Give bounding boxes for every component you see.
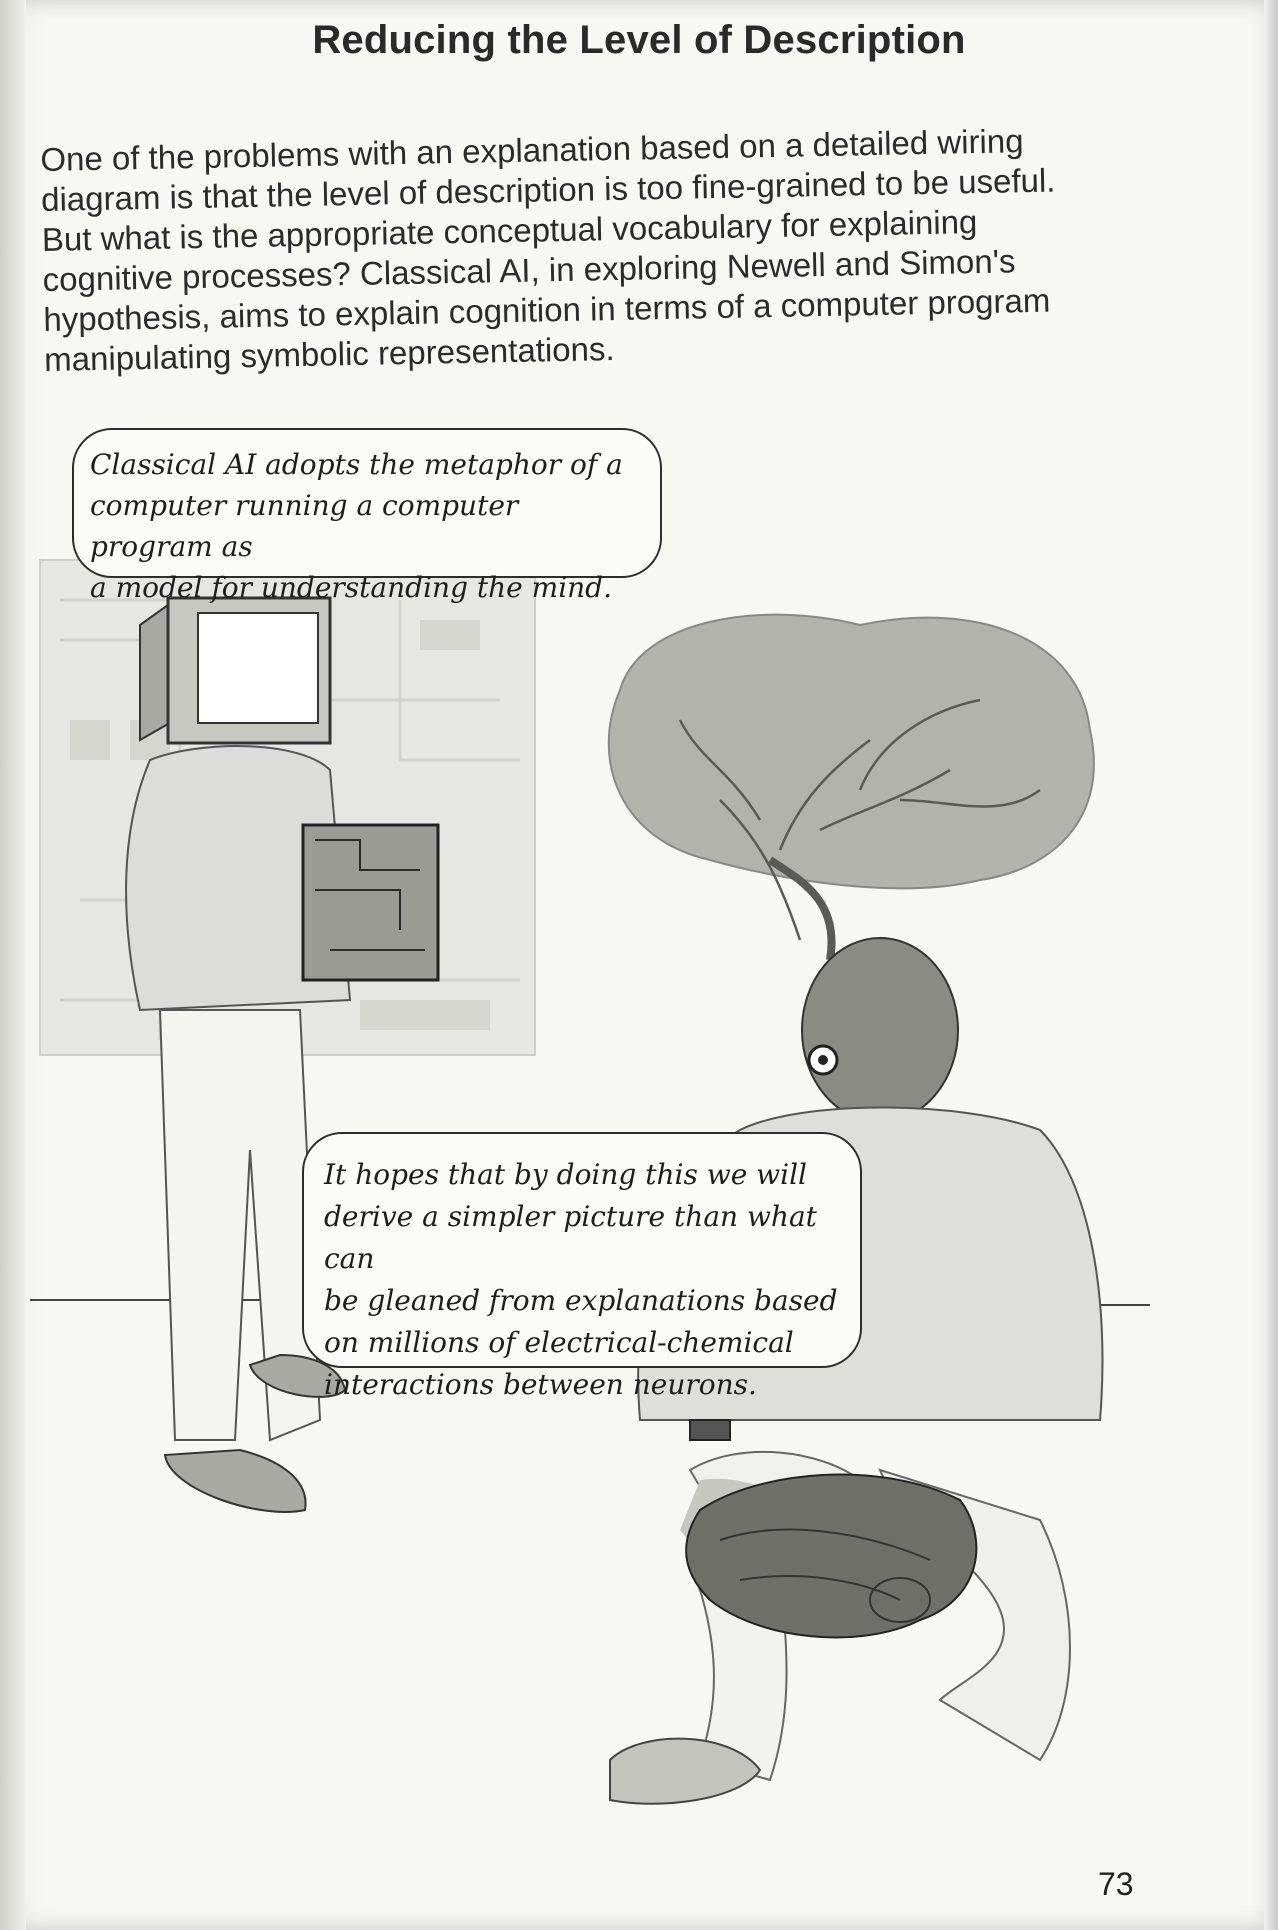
page-number: 73: [1098, 1866, 1134, 1902]
intro-line: manipulating symbolic representations.: [43, 330, 615, 378]
page-title: Reducing the Level of Description: [312, 18, 966, 62]
intro-line: But what is the appropriate conceptual vocabulary for explaining: [41, 203, 978, 258]
bubble-line: derive a simpler picture than what can: [324, 1200, 817, 1275]
bubble-line: on millions of electrical-chemical: [324, 1326, 794, 1359]
speech-bubble-top: [72, 428, 662, 604]
bubble-line: a model for understanding the mind.: [90, 571, 613, 604]
bubble-line: It hopes that by doing this we will: [324, 1158, 808, 1191]
bubble-line: computer running a computer program as: [90, 489, 519, 563]
speech-bubble-bottom: [302, 1132, 862, 1401]
intro-line: hypothesis, aims to explain cognition in terms of a computer program: [43, 281, 1051, 338]
neural-brain-illustration: [609, 615, 1094, 960]
intro-line: diagram is that the level of description is too fine-grained to be useful.: [40, 161, 1056, 218]
intro-line: One of the problems with an explanation based on a detailed wiring: [40, 122, 1024, 178]
bubble-line: be gleaned from explanations based: [324, 1284, 838, 1317]
bubble-line: interactions between neurons.: [324, 1368, 757, 1401]
bubble-line: Classical AI adopts the metaphor of a: [90, 448, 623, 481]
intro-line: cognitive processes? Classical AI, in exploring Newell and Simon's: [42, 242, 1016, 298]
